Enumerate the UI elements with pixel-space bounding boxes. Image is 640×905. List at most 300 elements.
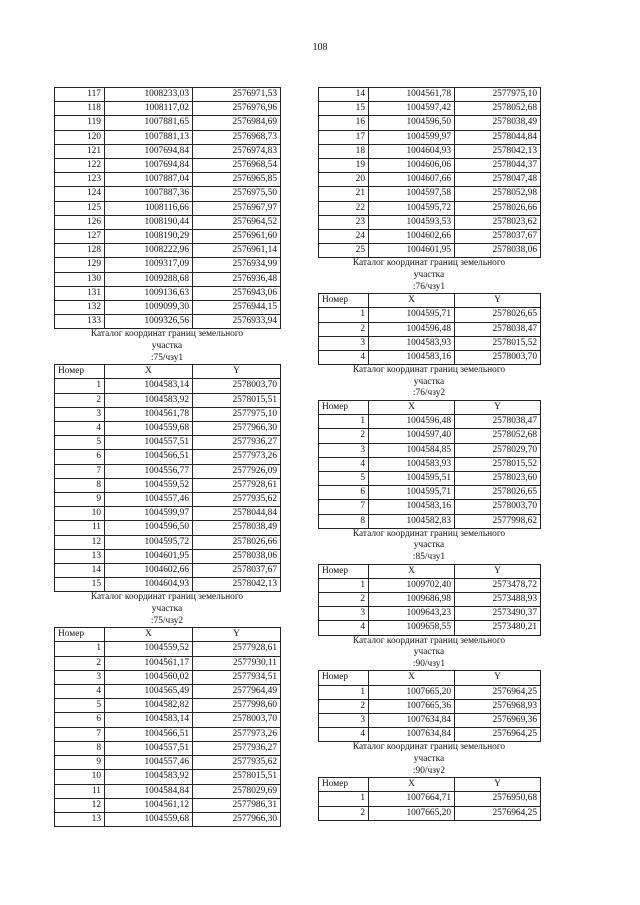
point-number-cell: 7: [319, 500, 369, 514]
caption-line: Каталог координат границ земельного: [352, 742, 506, 753]
y-coordinate-cell: 2578038,49: [455, 116, 541, 130]
y-coordinate-cell: 2573490,37: [455, 607, 541, 621]
table-row: [319, 593, 541, 607]
catalog-caption: [318, 529, 540, 564]
point-number-cell: 5: [55, 699, 105, 713]
coordinates-table: [318, 400, 541, 529]
point-number-cell: 2: [55, 656, 105, 670]
x-coordinate-cell: 1004561,17: [105, 656, 193, 670]
y-coordinate-cell: 2578015,51: [193, 393, 281, 407]
caption-line: :75/чзу2: [150, 615, 184, 626]
y-coordinate-cell: 2578015,52: [455, 336, 541, 350]
table-row: [55, 535, 281, 549]
x-coordinate-cell: 1004596,50: [105, 521, 193, 535]
y-coordinate-cell: 2576933,94: [193, 315, 281, 329]
y-coordinate-cell: 2577975,10: [193, 407, 281, 421]
y-coordinate-cell: 2577934,51: [193, 670, 281, 684]
caption-line: участка: [413, 754, 445, 765]
x-coordinate-cell: 1004595,71: [369, 308, 455, 322]
table-row: [55, 756, 281, 770]
x-coordinate-cell: 1007887,04: [105, 173, 193, 187]
x-coordinate-cell: 1009686,98: [369, 593, 455, 607]
y-coordinate-cell: 2576976,96: [193, 102, 281, 116]
point-number-cell: 19: [319, 159, 369, 173]
header-x: X: [369, 401, 455, 415]
caption-line: Каталог координат границ земельного: [352, 635, 506, 646]
point-number-cell: 3: [319, 714, 369, 728]
x-coordinate-cell: 1004556,77: [105, 464, 193, 478]
table-row: [319, 336, 541, 350]
table-row: [55, 130, 281, 144]
point-number-cell: 10: [55, 507, 105, 521]
y-coordinate-cell: 2576936,48: [193, 272, 281, 286]
y-coordinate-cell: 2573478,72: [455, 578, 541, 592]
y-coordinate-cell: 2578026,65: [455, 308, 541, 322]
table-row: [55, 493, 281, 507]
table-row: [319, 443, 541, 457]
x-coordinate-cell: 1004583,14: [105, 713, 193, 727]
point-number-cell: 6: [319, 486, 369, 500]
y-coordinate-cell: 2576961,14: [193, 244, 281, 258]
coordinates-table: [318, 670, 541, 742]
x-coordinate-cell: 1004557,46: [105, 756, 193, 770]
table-row: [55, 102, 281, 116]
table-row: [55, 116, 281, 130]
y-coordinate-cell: 2578044,84: [455, 130, 541, 144]
x-coordinate-cell: 1004595,72: [369, 201, 455, 215]
y-coordinate-cell: 2578023,62: [455, 215, 541, 229]
point-number-cell: 9: [55, 756, 105, 770]
point-number-cell: 15: [55, 578, 105, 592]
x-coordinate-cell: 1004566,51: [105, 727, 193, 741]
table-row: [55, 144, 281, 158]
x-coordinate-cell: 1004559,52: [105, 642, 193, 656]
y-coordinate-cell: 2578052,98: [455, 187, 541, 201]
point-number-cell: 133: [55, 315, 105, 329]
x-coordinate-cell: 1004599,97: [105, 507, 193, 521]
table-row: [55, 727, 281, 741]
point-number-cell: 12: [55, 535, 105, 549]
y-coordinate-cell: 2578015,51: [193, 770, 281, 784]
point-number-cell: 3: [319, 443, 369, 457]
y-coordinate-cell: 2576968,54: [193, 159, 281, 173]
x-coordinate-cell: 1004602,66: [105, 564, 193, 578]
point-number-cell: 7: [55, 727, 105, 741]
table-row: [55, 741, 281, 755]
caption-line: Каталог координат границ земельного: [90, 592, 244, 603]
y-coordinate-cell: 2576964,25: [455, 806, 541, 820]
point-number-cell: 126: [55, 215, 105, 229]
point-number-cell: 6: [55, 450, 105, 464]
right-column: [318, 87, 540, 821]
table-row: [319, 607, 541, 621]
x-coordinate-cell: 1007881,13: [105, 130, 193, 144]
point-number-cell: 5: [319, 472, 369, 486]
y-coordinate-cell: 2576975,50: [193, 187, 281, 201]
y-coordinate-cell: 2578038,47: [455, 415, 541, 429]
y-coordinate-cell: 2576968,93: [455, 699, 541, 713]
y-coordinate-cell: 2578047,48: [455, 173, 541, 187]
table-row: [55, 272, 281, 286]
point-number-cell: 132: [55, 301, 105, 315]
y-coordinate-cell: 2578037,67: [193, 564, 281, 578]
point-number-cell: 6: [55, 713, 105, 727]
table-row: [319, 230, 541, 244]
point-number-cell: 1: [55, 379, 105, 393]
point-number-cell: 14: [319, 88, 369, 102]
y-coordinate-cell: 2576964,25: [455, 728, 541, 742]
point-number-cell: 21: [319, 187, 369, 201]
table-row: [319, 144, 541, 158]
table-row: [55, 642, 281, 656]
point-number-cell: 3: [319, 607, 369, 621]
point-number-cell: 125: [55, 201, 105, 215]
table-row: [55, 549, 281, 563]
x-coordinate-cell: 1004557,51: [105, 436, 193, 450]
y-coordinate-cell: 2576961,60: [193, 230, 281, 244]
point-number-cell: 119: [55, 116, 105, 130]
table-row: [55, 230, 281, 244]
x-coordinate-cell: 1004595,72: [105, 535, 193, 549]
table-row: [319, 621, 541, 635]
x-coordinate-cell: 1004559,68: [105, 422, 193, 436]
table-row: [55, 478, 281, 492]
point-number-cell: 9: [55, 493, 105, 507]
table-row: [319, 685, 541, 699]
table-row: [319, 699, 541, 713]
point-number-cell: 13: [55, 549, 105, 563]
y-coordinate-cell: 2577998,62: [455, 514, 541, 528]
table-row: [55, 464, 281, 478]
x-coordinate-cell: 1009658,55: [369, 621, 455, 635]
caption-line: Каталог координат границ земельного: [352, 528, 506, 539]
x-coordinate-cell: 1004593,53: [369, 215, 455, 229]
table-row: [55, 244, 281, 258]
table-row: [55, 315, 281, 329]
table-row: [319, 714, 541, 728]
table-row: [55, 286, 281, 300]
point-number-cell: 129: [55, 258, 105, 272]
point-number-cell: 1: [319, 308, 369, 322]
coordinates-table: [54, 364, 281, 592]
left-column: [54, 87, 280, 827]
y-coordinate-cell: 2577928,61: [193, 478, 281, 492]
table-row: [319, 187, 541, 201]
point-number-cell: 127: [55, 230, 105, 244]
x-coordinate-cell: 1008190,29: [105, 230, 193, 244]
point-number-cell: 16: [319, 116, 369, 130]
y-coordinate-cell: 2577936,27: [193, 436, 281, 450]
table-row: [55, 685, 281, 699]
y-coordinate-cell: 2576964,25: [455, 685, 541, 699]
point-number-cell: 3: [55, 407, 105, 421]
point-number-cell: 4: [319, 351, 369, 365]
y-coordinate-cell: 2576943,06: [193, 286, 281, 300]
x-coordinate-cell: 1007887,36: [105, 187, 193, 201]
x-coordinate-cell: 1007664,71: [369, 792, 455, 806]
point-number-cell: 25: [319, 244, 369, 258]
x-coordinate-cell: 1009099,30: [105, 301, 193, 315]
point-number-cell: 3: [55, 670, 105, 684]
table-row: [55, 670, 281, 684]
x-coordinate-cell: 1004583,93: [369, 336, 455, 350]
y-coordinate-cell: 2578003,70: [193, 379, 281, 393]
header-y: Y: [193, 365, 281, 379]
y-coordinate-cell: 2578038,06: [455, 244, 541, 258]
caption-line: участка: [413, 540, 445, 551]
table-header-row: [319, 401, 541, 415]
y-coordinate-cell: 2577926,09: [193, 464, 281, 478]
x-coordinate-cell: 1004582,83: [369, 514, 455, 528]
x-coordinate-cell: 1007634,84: [369, 714, 455, 728]
point-number-cell: 8: [55, 478, 105, 492]
table-row: [55, 422, 281, 436]
point-number-cell: 2: [319, 806, 369, 820]
point-number-cell: 4: [319, 457, 369, 471]
x-coordinate-cell: 1004597,40: [369, 429, 455, 443]
x-coordinate-cell: 1007665,36: [369, 699, 455, 713]
table-row: [55, 521, 281, 535]
x-coordinate-cell: 1004595,51: [369, 472, 455, 486]
caption-line: :76/чзу1: [412, 281, 446, 292]
point-number-cell: 22: [319, 201, 369, 215]
y-coordinate-cell: 2578029,70: [455, 443, 541, 457]
catalog-caption: [318, 742, 540, 777]
x-coordinate-cell: 1004560,02: [105, 670, 193, 684]
point-number-cell: 17: [319, 130, 369, 144]
point-number-cell: 122: [55, 159, 105, 173]
x-coordinate-cell: 1004604,93: [369, 144, 455, 158]
point-number-cell: 4: [319, 728, 369, 742]
point-number-cell: 2: [55, 393, 105, 407]
x-coordinate-cell: 1004606,06: [369, 159, 455, 173]
x-coordinate-cell: 1004557,51: [105, 741, 193, 755]
table-row: [55, 507, 281, 521]
table-row: [319, 308, 541, 322]
x-coordinate-cell: 1008190,44: [105, 215, 193, 229]
header-x: X: [105, 628, 193, 642]
table-row: [319, 500, 541, 514]
y-coordinate-cell: 2578029,69: [193, 784, 281, 798]
x-coordinate-cell: 1004597,42: [369, 102, 455, 116]
point-number-cell: 4: [55, 422, 105, 436]
point-number-cell: 11: [55, 521, 105, 535]
table-row: [55, 393, 281, 407]
x-coordinate-cell: 1004597,58: [369, 187, 455, 201]
caption-line: участка: [413, 647, 445, 658]
table-row: [55, 379, 281, 393]
y-coordinate-cell: 2578042,13: [193, 578, 281, 592]
catalog-caption: [318, 636, 540, 671]
caption-line: :75/чзу1: [150, 352, 184, 363]
header-number: Номер: [55, 365, 105, 379]
table-row: [55, 770, 281, 784]
x-coordinate-cell: 1004596,48: [369, 415, 455, 429]
x-coordinate-cell: 1004583,14: [105, 379, 193, 393]
table-header-row: [55, 628, 281, 642]
header-y: Y: [455, 564, 541, 578]
table-row: [55, 564, 281, 578]
header-number: Номер: [319, 401, 369, 415]
caption-line: Каталог координат границ земельного: [352, 365, 506, 376]
x-coordinate-cell: 1004584,84: [105, 784, 193, 798]
table-row: [55, 578, 281, 592]
y-coordinate-cell: 2576971,53: [193, 88, 281, 102]
header-x: X: [369, 294, 455, 308]
y-coordinate-cell: 2576934,99: [193, 258, 281, 272]
table-header-row: [55, 365, 281, 379]
coordinates-table: [54, 627, 281, 827]
caption-line: :85/чзу1: [412, 552, 446, 563]
continuation-table: [54, 87, 281, 329]
table-row: [55, 798, 281, 812]
y-coordinate-cell: 2577935,62: [193, 756, 281, 770]
y-coordinate-cell: 2578003,70: [455, 500, 541, 514]
y-coordinate-cell: 2578042,13: [455, 144, 541, 158]
table-header-row: [319, 778, 541, 792]
x-coordinate-cell: 1007694,84: [105, 159, 193, 173]
header-y: Y: [455, 401, 541, 415]
table-row: [55, 656, 281, 670]
point-number-cell: 117: [55, 88, 105, 102]
x-coordinate-cell: 1004559,52: [105, 478, 193, 492]
header-y: Y: [455, 294, 541, 308]
point-number-cell: 11: [55, 784, 105, 798]
point-number-cell: 130: [55, 272, 105, 286]
y-coordinate-cell: 2576974,83: [193, 144, 281, 158]
x-coordinate-cell: 1004557,46: [105, 493, 193, 507]
point-number-cell: 14: [55, 564, 105, 578]
table-row: [319, 322, 541, 336]
x-coordinate-cell: 1004604,93: [105, 578, 193, 592]
x-coordinate-cell: 1008117,02: [105, 102, 193, 116]
point-number-cell: 15: [319, 102, 369, 116]
coordinates-table: [318, 564, 541, 636]
caption-line: участка: [413, 270, 445, 281]
table-row: [319, 88, 541, 102]
table-row: [55, 301, 281, 315]
y-coordinate-cell: 2576969,36: [455, 714, 541, 728]
point-number-cell: 23: [319, 215, 369, 229]
x-coordinate-cell: 1008233,03: [105, 88, 193, 102]
header-x: X: [369, 564, 455, 578]
table-row: [55, 88, 281, 102]
x-coordinate-cell: 1007694,84: [105, 144, 193, 158]
x-coordinate-cell: 1007665,20: [369, 806, 455, 820]
caption-line: :90/чзу1: [412, 658, 446, 669]
table-row: [319, 130, 541, 144]
caption-line: Каталог координат границ земельного: [352, 258, 506, 269]
header-number: Номер: [319, 294, 369, 308]
point-number-cell: 1: [319, 685, 369, 699]
y-coordinate-cell: 2577930,11: [193, 656, 281, 670]
point-number-cell: 4: [55, 685, 105, 699]
page-number: 108: [312, 42, 328, 53]
x-coordinate-cell: 1009643,23: [369, 607, 455, 621]
y-coordinate-cell: 2577935,62: [193, 493, 281, 507]
point-number-cell: 2: [319, 593, 369, 607]
point-number-cell: 2: [319, 322, 369, 336]
table-row: [55, 215, 281, 229]
y-coordinate-cell: 2576967,97: [193, 201, 281, 215]
x-coordinate-cell: 1004561,12: [105, 798, 193, 812]
table-row: [55, 713, 281, 727]
continuation-table: [318, 87, 541, 258]
table-row: [319, 578, 541, 592]
x-coordinate-cell: 1004583,92: [105, 770, 193, 784]
table-row: [55, 187, 281, 201]
y-coordinate-cell: 2577998,60: [193, 699, 281, 713]
point-number-cell: 2: [319, 699, 369, 713]
x-coordinate-cell: 1004601,95: [369, 244, 455, 258]
point-number-cell: 10: [55, 770, 105, 784]
x-coordinate-cell: 1009326,56: [105, 315, 193, 329]
x-coordinate-cell: 1004595,71: [369, 486, 455, 500]
point-number-cell: 1: [55, 642, 105, 656]
catalog-caption: [318, 258, 540, 293]
x-coordinate-cell: 1004582,82: [105, 699, 193, 713]
catalog-caption: [318, 365, 540, 400]
point-number-cell: 8: [55, 741, 105, 755]
table-row: [319, 457, 541, 471]
caption-line: Каталог координат границ земельного: [90, 329, 244, 340]
point-number-cell: 121: [55, 144, 105, 158]
catalog-caption: [54, 329, 280, 364]
table-row: [319, 351, 541, 365]
caption-line: участка: [151, 604, 183, 615]
x-coordinate-cell: 1007634,84: [369, 728, 455, 742]
header-y: Y: [193, 628, 281, 642]
y-coordinate-cell: 2578026,66: [193, 535, 281, 549]
point-number-cell: 4: [319, 621, 369, 635]
table-row: [319, 116, 541, 130]
point-number-cell: 7: [55, 464, 105, 478]
y-coordinate-cell: 2577975,10: [455, 88, 541, 102]
table-row: [319, 472, 541, 486]
caption-line: участка: [413, 376, 445, 387]
catalog-caption: [54, 592, 280, 627]
point-number-cell: 2: [319, 429, 369, 443]
table-row: [319, 215, 541, 229]
header-y: Y: [455, 778, 541, 792]
y-coordinate-cell: 2578038,47: [455, 322, 541, 336]
y-coordinate-cell: 2578052,68: [455, 102, 541, 116]
y-coordinate-cell: 2578003,70: [455, 351, 541, 365]
y-coordinate-cell: 2578003,70: [193, 713, 281, 727]
x-coordinate-cell: 1009702,40: [369, 578, 455, 592]
x-coordinate-cell: 1004583,93: [369, 457, 455, 471]
y-coordinate-cell: 2576950,68: [455, 792, 541, 806]
table-row: [319, 514, 541, 528]
y-coordinate-cell: 2578015,52: [455, 457, 541, 471]
table-row: [55, 407, 281, 421]
y-coordinate-cell: 2578038,49: [193, 521, 281, 535]
y-coordinate-cell: 2577928,61: [193, 642, 281, 656]
table-row: [319, 792, 541, 806]
x-coordinate-cell: 1009288,68: [105, 272, 193, 286]
point-number-cell: 20: [319, 173, 369, 187]
point-number-cell: 1: [319, 792, 369, 806]
table-row: [55, 450, 281, 464]
y-coordinate-cell: 2576944,15: [193, 301, 281, 315]
point-number-cell: 123: [55, 173, 105, 187]
y-coordinate-cell: 2578026,65: [455, 486, 541, 500]
x-coordinate-cell: 1004559,68: [105, 812, 193, 826]
x-coordinate-cell: 1004596,50: [369, 116, 455, 130]
point-number-cell: 18: [319, 144, 369, 158]
point-number-cell: 120: [55, 130, 105, 144]
header-x: X: [105, 365, 193, 379]
